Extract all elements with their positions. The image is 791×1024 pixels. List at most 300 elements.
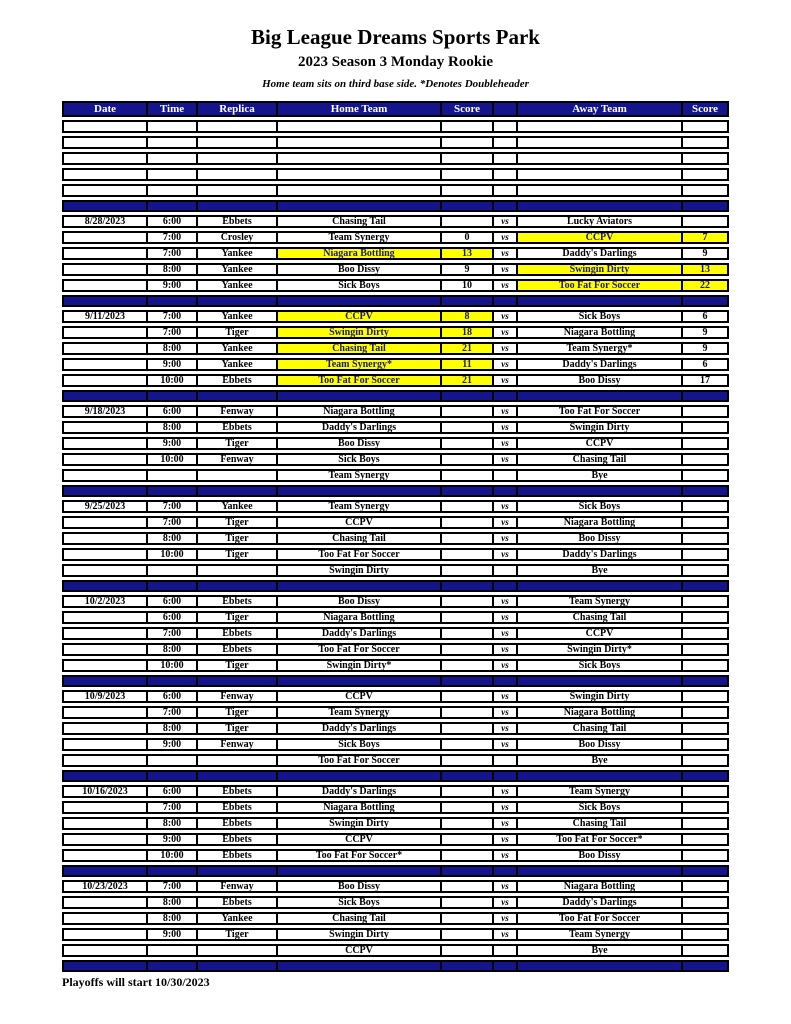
replica-cell: Tiger xyxy=(198,437,278,450)
home-score-cell xyxy=(442,215,494,228)
vs-cell: vs xyxy=(494,659,518,672)
game-row xyxy=(62,247,729,260)
home-score-cell xyxy=(442,675,494,687)
date-cell: 9/18/2023 xyxy=(62,405,148,418)
date-cell xyxy=(62,358,148,371)
replica-cell xyxy=(198,120,278,133)
time-cell: 6:00 xyxy=(148,690,198,703)
home-score-cell xyxy=(442,627,494,640)
vs-cell: vs xyxy=(494,690,518,703)
date-cell xyxy=(62,627,148,640)
time-cell xyxy=(148,944,198,957)
away-team-cell: Team Synergy xyxy=(518,595,683,608)
home-score-cell xyxy=(442,136,494,149)
away-score-cell xyxy=(683,469,729,482)
home-score-cell xyxy=(442,516,494,529)
home-team-cell: Too Fat For Soccer* xyxy=(278,849,442,862)
time-cell xyxy=(148,120,198,133)
replica-cell xyxy=(198,136,278,149)
away-team-cell xyxy=(518,168,683,181)
away-team-cell: Niagara Bottling xyxy=(518,880,683,893)
time-cell: 7:00 xyxy=(148,247,198,260)
away-score-cell: 9 xyxy=(683,247,729,260)
replica-cell xyxy=(198,390,278,402)
away-score-cell xyxy=(683,595,729,608)
home-team-cell xyxy=(278,200,442,212)
home-score-cell: 11 xyxy=(442,358,494,371)
vs-cell: vs xyxy=(494,421,518,434)
time-cell: 10:00 xyxy=(148,548,198,561)
home-team-cell: Niagara Bottling xyxy=(278,611,442,624)
replica-cell: Yankee xyxy=(198,500,278,513)
home-team-cell: Daddy's Darlings xyxy=(278,421,442,434)
bye-row xyxy=(62,469,729,482)
game-row xyxy=(62,880,729,893)
home-team-cell xyxy=(278,184,442,197)
away-score-cell xyxy=(683,770,729,782)
time-cell: 9:00 xyxy=(148,833,198,846)
time-cell xyxy=(148,295,198,307)
away-team-cell xyxy=(518,675,683,687)
away-team-cell: Lucky Aviators xyxy=(518,215,683,228)
replica-cell xyxy=(198,152,278,165)
time-cell: 8:00 xyxy=(148,722,198,735)
time-cell xyxy=(148,580,198,592)
home-score-cell xyxy=(442,880,494,893)
date-cell: 10/23/2023 xyxy=(62,880,148,893)
time-cell: 6:00 xyxy=(148,785,198,798)
home-team-cell xyxy=(278,960,442,972)
home-score-cell xyxy=(442,643,494,656)
home-score-cell xyxy=(442,785,494,798)
page-title: Big League Dreams Sports Park xyxy=(251,25,540,49)
game-row xyxy=(62,738,729,751)
home-team-cell: Daddy's Darlings xyxy=(278,722,442,735)
replica-cell xyxy=(198,675,278,687)
home-score-cell xyxy=(442,928,494,941)
vs-cell: vs xyxy=(494,405,518,418)
game-row xyxy=(62,801,729,814)
home-team-cell: Swingin Dirty xyxy=(278,326,442,339)
replica-cell: Fenway xyxy=(198,738,278,751)
away-team-cell: Bye xyxy=(518,754,683,767)
time-cell: 8:00 xyxy=(148,912,198,925)
table-header-row xyxy=(62,101,729,117)
away-score-cell xyxy=(683,580,729,592)
home-score-cell xyxy=(442,722,494,735)
away-team-cell: Swingin Dirty xyxy=(518,421,683,434)
date-cell xyxy=(62,152,148,165)
time-cell: 8:00 xyxy=(148,263,198,276)
game-row xyxy=(62,437,729,450)
time-cell: 7:00 xyxy=(148,801,198,814)
replica-cell: Yankee xyxy=(198,342,278,355)
home-team-cell: Chasing Tail xyxy=(278,912,442,925)
date-cell xyxy=(62,643,148,656)
away-team-cell: Niagara Bottling xyxy=(518,706,683,719)
home-score-cell xyxy=(442,532,494,545)
bye-row xyxy=(62,944,729,957)
away-score-cell xyxy=(683,960,729,972)
vs-cell: vs xyxy=(494,453,518,466)
home-team-cell: Team Synergy xyxy=(278,706,442,719)
replica-cell: Ebbets xyxy=(198,896,278,909)
home-score-cell: 9 xyxy=(442,263,494,276)
home-team-cell xyxy=(278,120,442,133)
header-replica-cell: Replica xyxy=(198,101,278,117)
date-cell xyxy=(62,659,148,672)
replica-cell: Tiger xyxy=(198,928,278,941)
schedule-table xyxy=(62,101,729,972)
vs-cell: vs xyxy=(494,326,518,339)
away-score-cell xyxy=(683,627,729,640)
vs-cell: vs xyxy=(494,215,518,228)
away-team-cell: Boo Dissy xyxy=(518,849,683,862)
date-cell xyxy=(62,611,148,624)
away-team-cell: Daddy's Darlings xyxy=(518,548,683,561)
date-cell xyxy=(62,849,148,862)
away-team-cell: Niagara Bottling xyxy=(518,326,683,339)
date-cell xyxy=(62,770,148,782)
date-cell xyxy=(62,960,148,972)
time-cell: 8:00 xyxy=(148,421,198,434)
away-score-cell xyxy=(683,500,729,513)
time-cell: 6:00 xyxy=(148,595,198,608)
home-team-cell: Daddy's Darlings xyxy=(278,627,442,640)
replica-cell xyxy=(198,295,278,307)
time-cell: 7:00 xyxy=(148,516,198,529)
home-team-cell: Too Fat For Soccer xyxy=(278,548,442,561)
time-cell xyxy=(148,469,198,482)
bye-row xyxy=(62,754,729,767)
replica-cell xyxy=(198,754,278,767)
replica-cell: Yankee xyxy=(198,912,278,925)
away-score-cell xyxy=(683,390,729,402)
replica-cell: Yankee xyxy=(198,310,278,323)
vs-cell: vs xyxy=(494,722,518,735)
away-team-cell: Team Synergy* xyxy=(518,342,683,355)
time-cell xyxy=(148,200,198,212)
time-cell: 7:00 xyxy=(148,706,198,719)
date-cell: 9/25/2023 xyxy=(62,500,148,513)
vs-cell: vs xyxy=(494,643,518,656)
vs-cell xyxy=(494,152,518,165)
date-cell xyxy=(62,928,148,941)
away-score-cell: 13 xyxy=(683,263,729,276)
replica-cell: Ebbets xyxy=(198,595,278,608)
header-date-cell: Date xyxy=(62,101,148,117)
vs-cell: vs xyxy=(494,231,518,244)
replica-cell: Fenway xyxy=(198,453,278,466)
vs-cell: vs xyxy=(494,279,518,292)
replica-cell: Ebbets xyxy=(198,817,278,830)
game-row xyxy=(62,785,729,798)
away-score-cell: 7 xyxy=(683,231,729,244)
time-cell xyxy=(148,485,198,497)
time-cell xyxy=(148,754,198,767)
time-cell xyxy=(148,675,198,687)
date-cell xyxy=(62,722,148,735)
vs-cell: vs xyxy=(494,912,518,925)
home-team-cell: Team Synergy* xyxy=(278,358,442,371)
vs-cell: vs xyxy=(494,516,518,529)
home-score-cell xyxy=(442,960,494,972)
replica-cell xyxy=(198,944,278,957)
home-team-cell: Boo Dissy xyxy=(278,595,442,608)
home-team-cell xyxy=(278,168,442,181)
home-team-cell: Daddy's Darlings xyxy=(278,785,442,798)
home-score-cell xyxy=(442,437,494,450)
away-score-cell xyxy=(683,611,729,624)
date-cell xyxy=(62,865,148,877)
vs-cell: vs xyxy=(494,785,518,798)
replica-cell: Tiger xyxy=(198,706,278,719)
home-team-cell xyxy=(278,770,442,782)
away-team-cell: Too Fat For Soccer xyxy=(518,279,683,292)
game-row xyxy=(62,833,729,846)
home-team-cell: Sick Boys xyxy=(278,738,442,751)
date-cell xyxy=(62,247,148,260)
home-score-cell: 10 xyxy=(442,279,494,292)
home-score-cell xyxy=(442,485,494,497)
away-score-cell xyxy=(683,564,729,577)
time-cell xyxy=(148,770,198,782)
vs-cell: vs xyxy=(494,532,518,545)
away-team-cell xyxy=(518,152,683,165)
replica-cell: Ebbets xyxy=(198,643,278,656)
away-score-cell: 9 xyxy=(683,326,729,339)
game-row xyxy=(62,263,729,276)
game-row xyxy=(62,896,729,909)
time-cell xyxy=(148,136,198,149)
away-team-cell: CCPV xyxy=(518,627,683,640)
away-team-cell xyxy=(518,120,683,133)
vs-cell xyxy=(494,295,518,307)
replica-cell: Fenway xyxy=(198,880,278,893)
vs-cell xyxy=(494,754,518,767)
home-team-cell: Sick Boys xyxy=(278,453,442,466)
away-team-cell: Boo Dissy xyxy=(518,532,683,545)
date-cell xyxy=(62,263,148,276)
away-score-cell xyxy=(683,437,729,450)
away-score-cell: 6 xyxy=(683,310,729,323)
header-home-score-cell: Score xyxy=(442,101,494,117)
replica-cell: Ebbets xyxy=(198,785,278,798)
date-cell xyxy=(62,168,148,181)
vs-cell: vs xyxy=(494,263,518,276)
home-score-cell: 0 xyxy=(442,231,494,244)
away-team-cell: Bye xyxy=(518,469,683,482)
page-subtitle: 2023 Season 3 Monday Rookie xyxy=(297,54,494,70)
date-cell xyxy=(62,548,148,561)
away-team-cell xyxy=(518,136,683,149)
time-cell: 9:00 xyxy=(148,279,198,292)
time-cell: 9:00 xyxy=(148,738,198,751)
vs-cell xyxy=(494,469,518,482)
replica-cell: Tiger xyxy=(198,516,278,529)
game-row xyxy=(62,817,729,830)
home-score-cell xyxy=(442,912,494,925)
home-team-cell: Boo Dissy xyxy=(278,880,442,893)
time-cell: 7:00 xyxy=(148,310,198,323)
away-team-cell: Sick Boys xyxy=(518,659,683,672)
away-score-cell xyxy=(683,421,729,434)
away-team-cell: Team Synergy xyxy=(518,928,683,941)
away-team-cell xyxy=(518,200,683,212)
date-cell xyxy=(62,295,148,307)
vs-cell xyxy=(494,390,518,402)
game-row xyxy=(62,215,729,228)
away-team-cell xyxy=(518,485,683,497)
time-cell xyxy=(148,564,198,577)
game-row xyxy=(62,358,729,371)
vs-cell: vs xyxy=(494,358,518,371)
home-score-cell xyxy=(442,690,494,703)
time-cell: 6:00 xyxy=(148,611,198,624)
separator-row xyxy=(62,295,729,307)
date-cell xyxy=(62,912,148,925)
home-score-cell xyxy=(442,801,494,814)
away-score-cell xyxy=(683,295,729,307)
replica-cell: Ebbets xyxy=(198,421,278,434)
away-team-cell xyxy=(518,960,683,972)
away-team-cell: Sick Boys xyxy=(518,310,683,323)
date-cell xyxy=(62,706,148,719)
time-cell: 8:00 xyxy=(148,342,198,355)
separator-row xyxy=(62,770,729,782)
time-cell: 7:00 xyxy=(148,326,198,339)
game-row xyxy=(62,405,729,418)
time-cell xyxy=(148,184,198,197)
home-score-cell xyxy=(442,849,494,862)
home-team-cell: Team Synergy xyxy=(278,500,442,513)
away-team-cell: Daddy's Darlings xyxy=(518,358,683,371)
away-score-cell xyxy=(683,485,729,497)
away-score-cell xyxy=(683,944,729,957)
home-team-cell: Boo Dissy xyxy=(278,263,442,276)
home-score-cell xyxy=(442,405,494,418)
time-cell xyxy=(148,152,198,165)
vs-cell xyxy=(494,865,518,877)
header-away-team-cell: Away Team xyxy=(518,101,683,117)
vs-cell: vs xyxy=(494,500,518,513)
away-team-cell xyxy=(518,770,683,782)
away-team-cell: Too Fat For Soccer xyxy=(518,912,683,925)
date-cell xyxy=(62,801,148,814)
game-row xyxy=(62,326,729,339)
away-team-cell: Boo Dissy xyxy=(518,738,683,751)
date-cell xyxy=(62,564,148,577)
away-team-cell: Swingin Dirty xyxy=(518,690,683,703)
home-score-cell xyxy=(442,564,494,577)
separator-row xyxy=(62,960,729,972)
away-team-cell: Too Fat For Soccer xyxy=(518,405,683,418)
time-cell: 8:00 xyxy=(148,817,198,830)
vs-cell xyxy=(494,168,518,181)
home-team-cell: Team Synergy xyxy=(278,231,442,244)
date-cell xyxy=(62,580,148,592)
time-cell: 7:00 xyxy=(148,500,198,513)
away-team-cell: Chasing Tail xyxy=(518,453,683,466)
bye-row xyxy=(62,564,729,577)
home-team-cell: Sick Boys xyxy=(278,896,442,909)
away-team-cell xyxy=(518,865,683,877)
game-row xyxy=(62,231,729,244)
home-team-cell: Too Fat For Soccer xyxy=(278,754,442,767)
home-team-cell: Niagara Bottling xyxy=(278,801,442,814)
away-score-cell xyxy=(683,880,729,893)
away-score-cell xyxy=(683,643,729,656)
home-team-cell: Chasing Tail xyxy=(278,215,442,228)
replica-cell xyxy=(198,200,278,212)
away-team-cell: Swingin Dirty* xyxy=(518,643,683,656)
replica-cell: Yankee xyxy=(198,263,278,276)
replica-cell xyxy=(198,564,278,577)
vs-cell: vs xyxy=(494,896,518,909)
date-cell xyxy=(62,485,148,497)
home-team-cell: Swingin Dirty* xyxy=(278,659,442,672)
separator-row xyxy=(62,675,729,687)
home-team-cell xyxy=(278,295,442,307)
header-away-score-cell: Score xyxy=(683,101,729,117)
vs-cell xyxy=(494,770,518,782)
date-cell: 9/11/2023 xyxy=(62,310,148,323)
vs-cell: vs xyxy=(494,738,518,751)
game-row xyxy=(62,421,729,434)
home-score-cell: 8 xyxy=(442,310,494,323)
home-score-cell xyxy=(442,611,494,624)
away-team-cell: Chasing Tail xyxy=(518,611,683,624)
time-cell: 10:00 xyxy=(148,659,198,672)
game-row xyxy=(62,722,729,735)
home-team-cell: CCPV xyxy=(278,516,442,529)
home-team-cell: CCPV xyxy=(278,833,442,846)
replica-cell xyxy=(198,469,278,482)
replica-cell xyxy=(198,168,278,181)
away-score-cell xyxy=(683,405,729,418)
vs-cell xyxy=(494,485,518,497)
header-vs-cell xyxy=(494,101,518,117)
replica-cell: Crosley xyxy=(198,231,278,244)
home-score-cell xyxy=(442,200,494,212)
game-row xyxy=(62,627,729,640)
time-cell xyxy=(148,865,198,877)
home-score-cell xyxy=(442,580,494,592)
home-score-cell xyxy=(442,865,494,877)
away-team-cell: Daddy's Darlings xyxy=(518,247,683,260)
home-team-cell: CCPV xyxy=(278,944,442,957)
away-score-cell xyxy=(683,690,729,703)
vs-cell xyxy=(494,675,518,687)
vs-cell xyxy=(494,120,518,133)
replica-cell: Tiger xyxy=(198,532,278,545)
time-cell: 10:00 xyxy=(148,374,198,387)
game-row xyxy=(62,279,729,292)
time-cell: 7:00 xyxy=(148,880,198,893)
date-cell: 10/2/2023 xyxy=(62,595,148,608)
home-score-cell xyxy=(442,152,494,165)
time-cell: 7:00 xyxy=(148,627,198,640)
home-team-cell: Chasing Tail xyxy=(278,342,442,355)
home-score-cell xyxy=(442,390,494,402)
date-cell xyxy=(62,326,148,339)
separator-row xyxy=(62,485,729,497)
home-score-cell xyxy=(442,659,494,672)
game-row xyxy=(62,928,729,941)
away-score-cell xyxy=(683,754,729,767)
home-score-cell xyxy=(442,168,494,181)
date-cell xyxy=(62,516,148,529)
